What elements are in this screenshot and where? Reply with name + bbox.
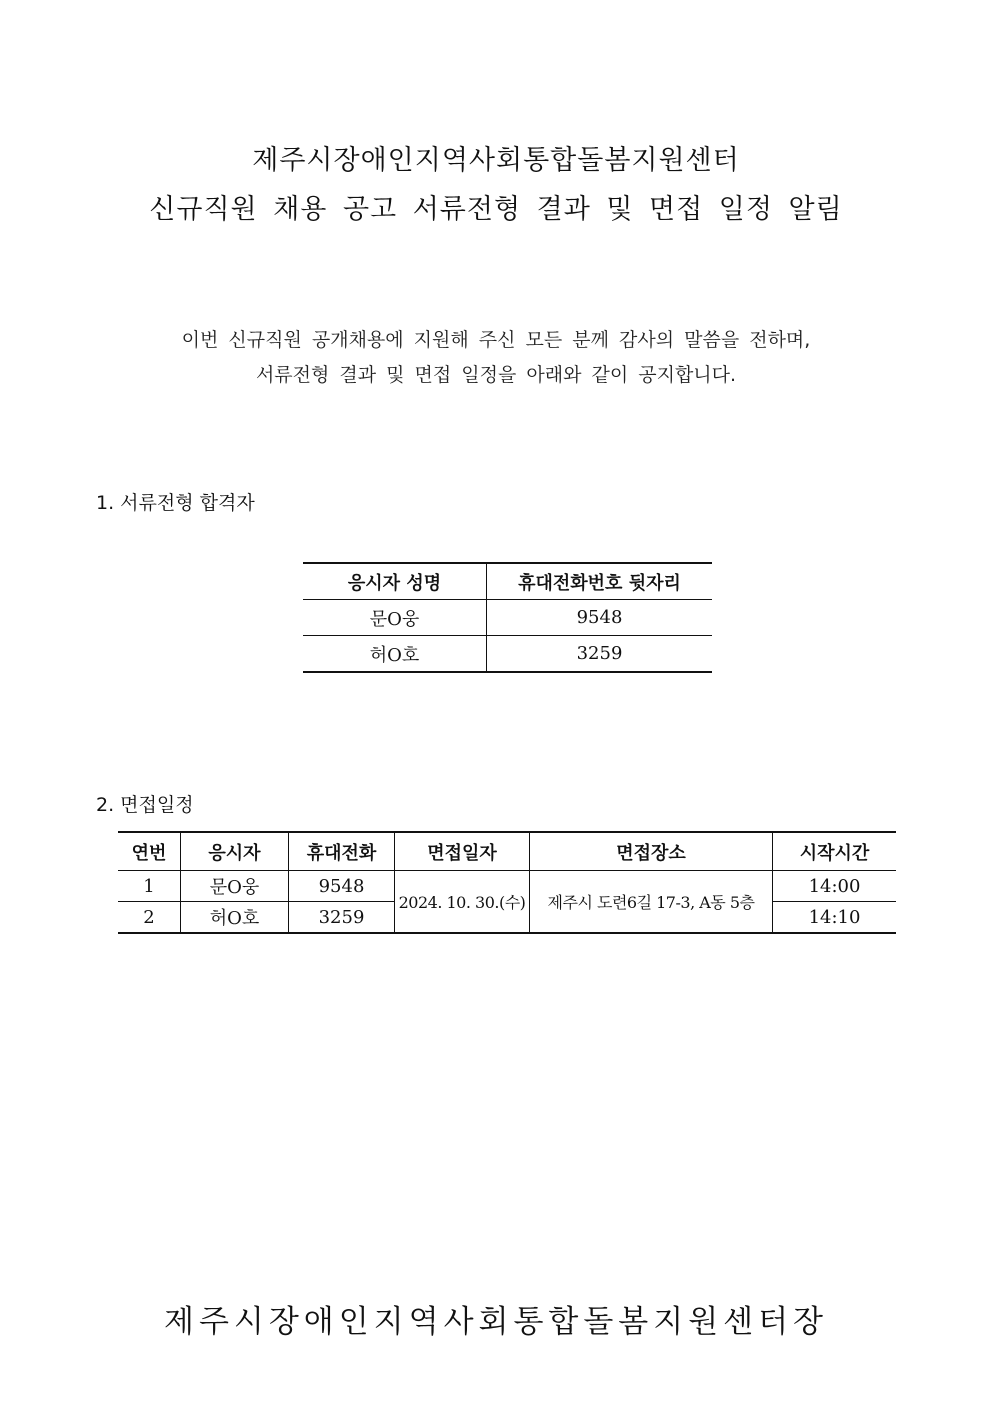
interview-schedule-table bbox=[118, 831, 896, 934]
header-interview-date: 면접일자 bbox=[395, 832, 530, 871]
start-time: 14:00 bbox=[773, 871, 897, 902]
passed-applicants-table bbox=[303, 562, 712, 673]
table-row bbox=[118, 871, 896, 902]
header-phone: 휴대전화 bbox=[289, 832, 395, 871]
header-number: 연번 bbox=[118, 832, 181, 871]
applicant-name: 허O호 bbox=[303, 636, 487, 673]
table-row bbox=[303, 636, 712, 673]
applicant-name: 문O웅 bbox=[303, 600, 487, 636]
section-heading-document-screening: 1. 서류전형 합격자 bbox=[96, 492, 255, 514]
applicant-name: 문O웅 bbox=[181, 871, 289, 902]
start-time: 14:10 bbox=[773, 902, 897, 934]
phone-last-digits: 9548 bbox=[487, 600, 713, 636]
interview-place: 제주시 도련6길 17-3, A동 5층 bbox=[530, 871, 773, 934]
header-interview-place: 면접장소 bbox=[530, 832, 773, 871]
table-row bbox=[303, 600, 712, 636]
header-applicant: 응시자 bbox=[181, 832, 289, 871]
section-heading-interview-schedule: 2. 면접일정 bbox=[96, 794, 194, 816]
signature-organization-head: 제주시장애인지역사회통합돌봄지원센터장 bbox=[164, 1304, 828, 1340]
table-header-row bbox=[303, 563, 712, 600]
table-header-row bbox=[118, 832, 896, 871]
interview-date: 2024. 10. 30.(수) bbox=[395, 871, 530, 934]
intro-line-2: 서류전형 결과 및 면접 일정을 아래와 같이 공지합니다. bbox=[255, 364, 737, 386]
applicant-name: 허O호 bbox=[181, 902, 289, 934]
phone-last-digits: 3259 bbox=[487, 636, 713, 673]
header-phone-last-digits: 휴대전화번호 뒷자리 bbox=[487, 563, 713, 600]
header-applicant-name: 응시자 성명 bbox=[303, 563, 487, 600]
row-number: 2 bbox=[118, 902, 181, 934]
row-number: 1 bbox=[118, 871, 181, 902]
phone-last-digits: 9548 bbox=[289, 871, 395, 902]
document-subtitle: 신규직원 채용 공고 서류전형 결과 및 면접 일정 알림 bbox=[149, 194, 843, 225]
header-start-time: 시작시간 bbox=[773, 832, 897, 871]
intro-line-1: 이번 신규직원 공개채용에 지원해 주신 모든 분께 감사의 말씀을 전하며, bbox=[181, 329, 811, 351]
document-title: 제주시장애인지역사회통합돌봄지원센터 bbox=[252, 145, 740, 176]
phone-last-digits: 3259 bbox=[289, 902, 395, 934]
